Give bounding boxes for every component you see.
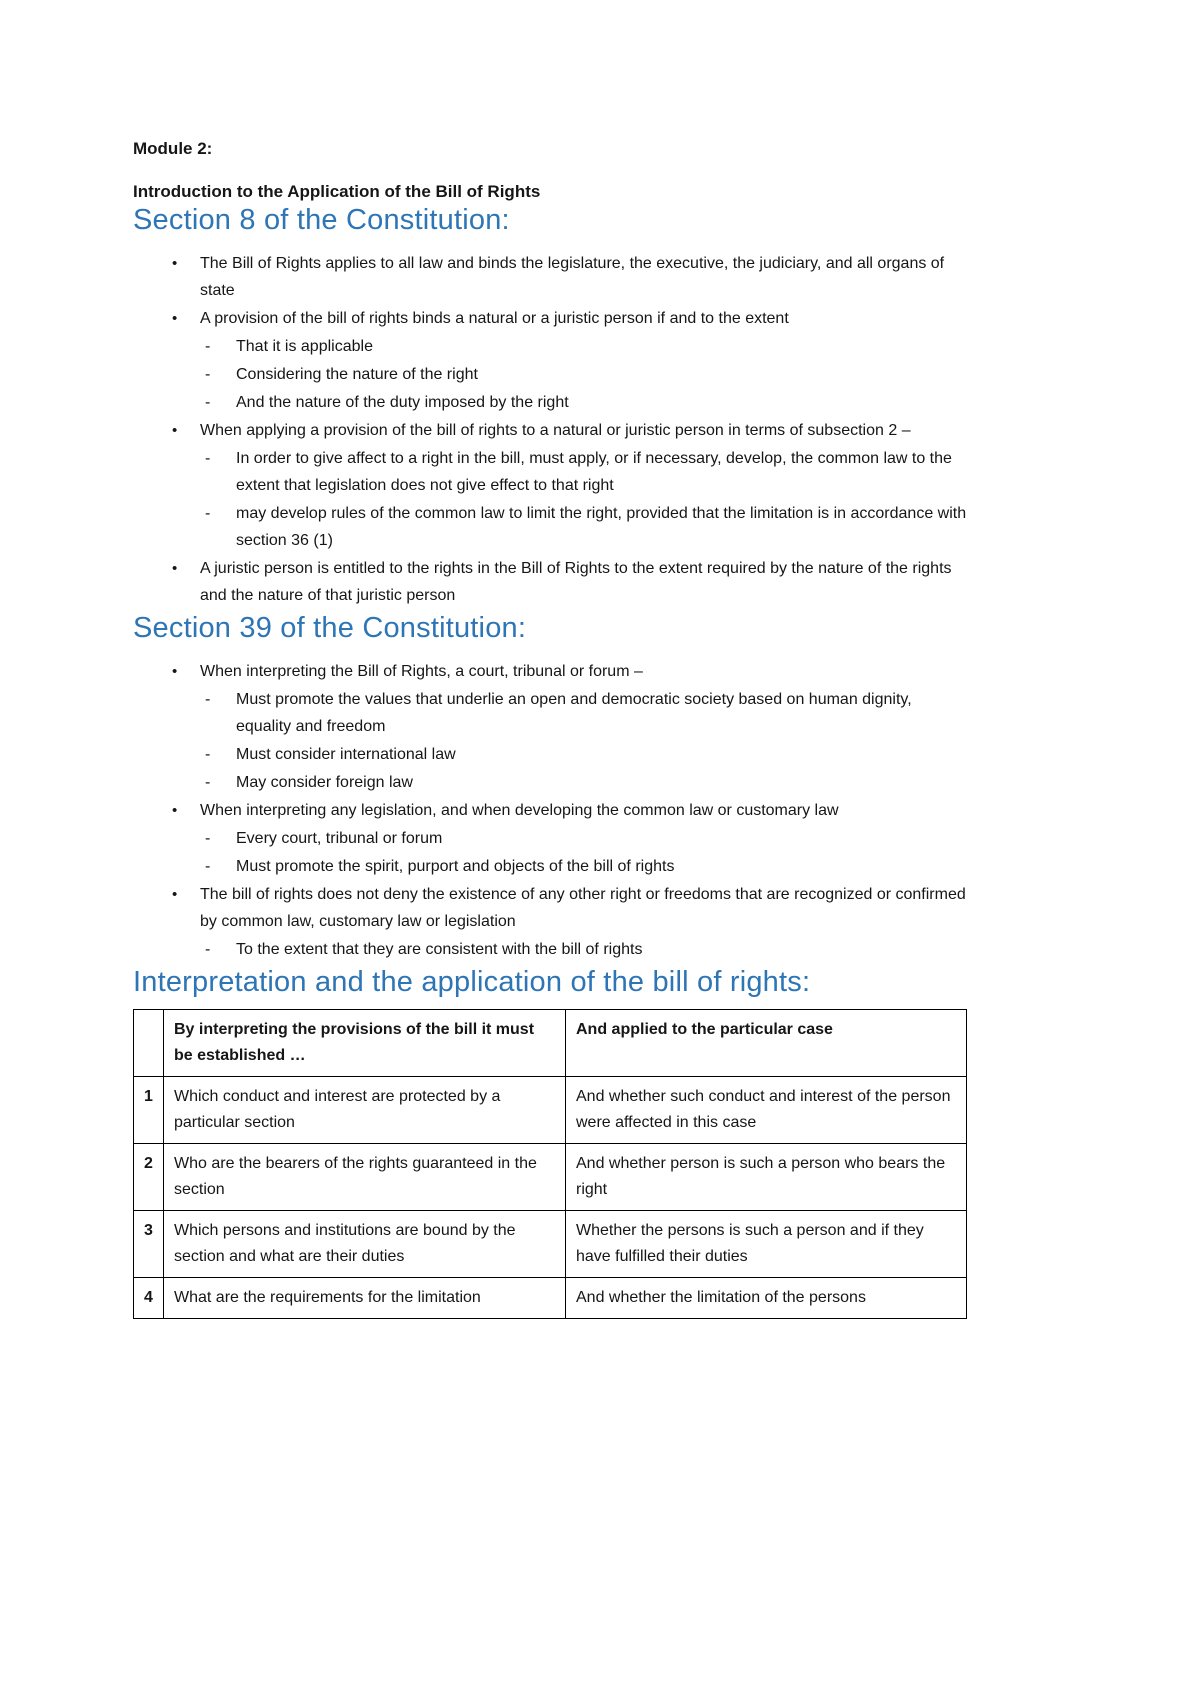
row-number-cell: 1 xyxy=(134,1077,164,1144)
bullet-icon: • xyxy=(172,802,178,819)
table-cell: Who are the bearers of the rights guaranteed in the section xyxy=(164,1144,566,1211)
list-subitem xyxy=(205,825,968,852)
list-item-text: A provision of the bill of rights binds a natural or a juristic person if and to the extent xyxy=(200,310,789,327)
list-subitem-text: Must promote the values that underlie an open and democratic society based on human dignity, equality and freedom xyxy=(236,691,912,735)
list-subitem xyxy=(205,445,968,499)
table-cell: Which persons and institutions are bound by the section and what are their duties xyxy=(164,1211,566,1278)
table-cell: And whether person is such a person who bears the right xyxy=(566,1144,967,1211)
list-item xyxy=(172,881,968,935)
dash-icon: - xyxy=(205,505,211,522)
list-subitem-text: May consider foreign law xyxy=(236,774,413,791)
list-subitem xyxy=(205,853,968,880)
list-subitem xyxy=(205,333,968,360)
dash-icon: - xyxy=(205,858,211,875)
list-item-text: A juristic person is entitled to the rights in the Bill of Rights to the extent required by the nature of the rights and the nature of that juristic person xyxy=(200,560,952,604)
section-8-heading: Section 8 of the Constitution: xyxy=(133,204,510,236)
list-subitem xyxy=(205,361,968,388)
list-item-text: When interpreting any legislation, and when developing the common law or customary law xyxy=(200,802,839,819)
bullet-icon: • xyxy=(172,663,178,680)
dash-icon: - xyxy=(205,394,211,411)
table-row xyxy=(134,1211,967,1278)
bullet-icon: • xyxy=(172,886,178,903)
dash-icon: - xyxy=(205,338,211,355)
list-item-text: When applying a provision of the bill of rights to a natural or juristic person in terms of subsection 2 – xyxy=(200,422,911,439)
bullet-icon: • xyxy=(172,560,178,577)
dash-icon: - xyxy=(205,366,211,383)
list-item-text: The Bill of Rights applies to all law and binds the legislature, the executive, the judiciary, and all organs of state xyxy=(200,255,945,299)
dash-icon: - xyxy=(205,830,211,847)
table-cell: Which conduct and interest are protected by a particular section xyxy=(164,1077,566,1144)
section-39-list xyxy=(133,658,968,963)
section-39-heading: Section 39 of the Constitution: xyxy=(133,612,527,644)
list-subitem-text: Considering the nature of the right xyxy=(236,366,478,383)
list-subitem-text: And the nature of the duty imposed by the right xyxy=(236,394,569,411)
list-subitem xyxy=(205,741,968,768)
dash-icon: - xyxy=(205,450,211,467)
table-row xyxy=(134,1077,967,1144)
table-cell: What are the requirements for the limitation xyxy=(164,1278,566,1319)
list-item xyxy=(172,658,968,685)
table-header-cell: By interpreting the provisions of the bill it must be established … xyxy=(164,1010,566,1077)
list-item xyxy=(172,250,968,304)
section-8-list xyxy=(133,250,968,609)
list-subitem xyxy=(205,389,968,416)
table-cell: Whether the persons is such a person and if they have fulfilled their duties xyxy=(566,1211,967,1278)
list-subitem xyxy=(205,769,968,796)
list-subitem-text: In order to give affect to a right in the bill, must apply, or if necessary, develop, the common law to the extent that legislation does not give effect to that right xyxy=(236,450,952,494)
list-item xyxy=(172,305,968,332)
module-subtitle: Introduction to the Application of the Bill of Rights xyxy=(133,182,541,201)
table-header-cell xyxy=(134,1010,164,1077)
list-item-text: The bill of rights does not deny the existence of any other right or freedoms that are recognized or confirmed by common law, customary law or legislation xyxy=(200,886,966,930)
dash-icon: - xyxy=(205,691,211,708)
table-row xyxy=(134,1144,967,1211)
row-number-cell: 3 xyxy=(134,1211,164,1278)
list-subitem xyxy=(205,500,968,554)
list-item-text: When interpreting the Bill of Rights, a court, tribunal or forum – xyxy=(200,663,643,680)
dash-icon: - xyxy=(205,941,211,958)
row-number-cell: 2 xyxy=(134,1144,164,1211)
list-item xyxy=(172,797,968,824)
list-subitem-text: That it is applicable xyxy=(236,338,373,355)
bullet-icon: • xyxy=(172,255,178,272)
bullet-icon: • xyxy=(172,422,178,439)
bullet-icon: • xyxy=(172,310,178,327)
list-subitem-text: Every court, tribunal or forum xyxy=(236,830,443,847)
table-header-row xyxy=(134,1010,967,1077)
dash-icon: - xyxy=(205,746,211,763)
dash-icon: - xyxy=(205,774,211,791)
list-item xyxy=(172,555,968,609)
list-subitem-text: Must consider international law xyxy=(236,746,456,763)
row-number-cell: 4 xyxy=(134,1278,164,1319)
list-subitem-text: Must promote the spirit, purport and objects of the bill of rights xyxy=(236,858,675,875)
interpretation-heading: Interpretation and the application of the bill of rights: xyxy=(133,966,811,998)
list-item xyxy=(172,417,968,444)
interpretation-table xyxy=(133,1009,967,1319)
table-cell: And whether the limitation of the persons xyxy=(566,1278,967,1319)
table-cell: And whether such conduct and interest of the person were affected in this case xyxy=(566,1077,967,1144)
table-header-cell: And applied to the particular case xyxy=(566,1010,967,1077)
table-row xyxy=(134,1278,967,1319)
list-subitem xyxy=(205,936,968,963)
list-subitem xyxy=(205,686,968,740)
list-subitem-text: To the extent that they are consistent with the bill of rights xyxy=(236,941,643,958)
list-subitem-text: may develop rules of the common law to limit the right, provided that the limitation is in accordance with section 36 (1) xyxy=(236,505,967,549)
module-title: Module 2: xyxy=(133,139,213,158)
